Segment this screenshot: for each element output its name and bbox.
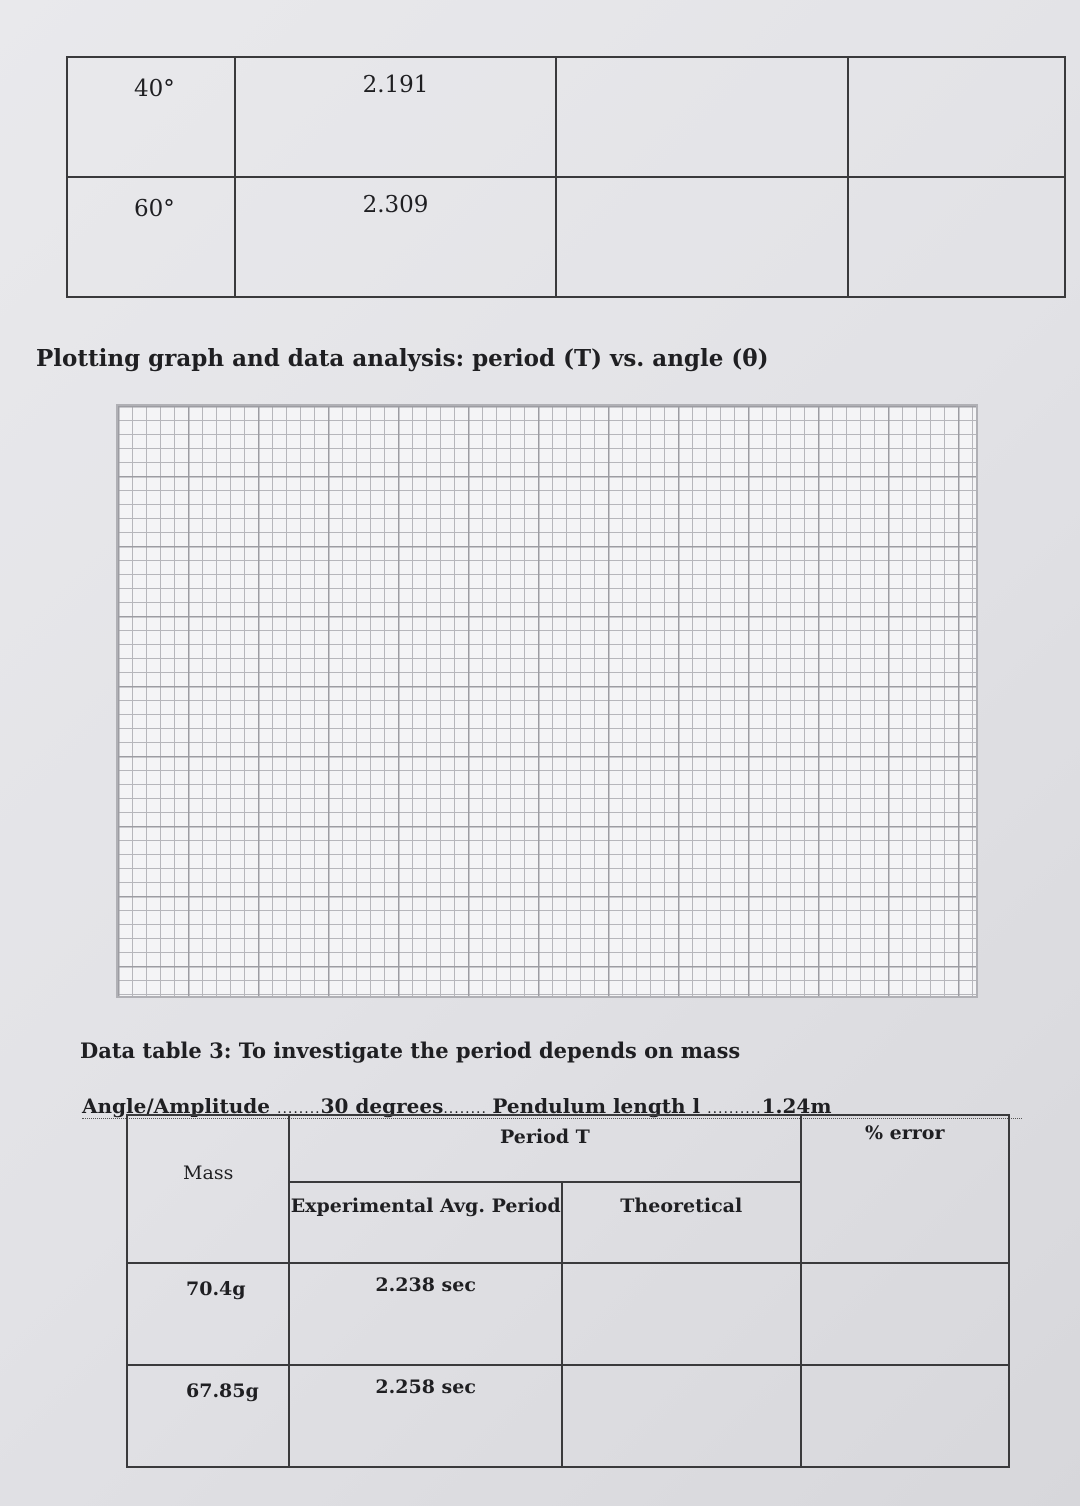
angle-cell: 60° (67, 177, 235, 297)
empty-cell (848, 57, 1066, 177)
mass-cell: 67.85g (127, 1365, 289, 1467)
table-header-row (127, 1115, 1009, 1182)
experimental-header: Experimental Avg. Period (289, 1182, 562, 1263)
graph-paper (116, 404, 978, 998)
percent-error-header: % error (801, 1115, 1010, 1263)
length-value: 1.24m (761, 1094, 832, 1118)
mass-cell: 70.4g (127, 1263, 289, 1365)
mass-period-table (126, 1114, 1010, 1468)
experimental-cell: 2.258 sec (289, 1365, 562, 1467)
theoretical-cell (562, 1263, 801, 1365)
dot-leader: .......... (707, 1101, 762, 1117)
dot-leader: ........ (443, 1101, 493, 1117)
empty-cell (556, 57, 847, 177)
table-row (67, 57, 1065, 177)
period-header: Period T (289, 1115, 800, 1182)
theoretical-header: Theoretical (562, 1182, 801, 1263)
theoretical-cell (562, 1365, 801, 1467)
length-label: Pendulum length l (492, 1094, 701, 1118)
empty-cell (848, 177, 1066, 297)
table-row (67, 177, 1065, 297)
graph-heading: Plotting graph and data analysis: period (T) vs. angle (θ) (36, 345, 769, 372)
table-row (127, 1365, 1009, 1467)
angle-value: 30 degrees (320, 1094, 444, 1118)
dot-leader: ........ (277, 1101, 321, 1117)
table-row (127, 1263, 1009, 1365)
empty-cell (556, 177, 847, 297)
period-cell: 2.309 (235, 177, 556, 297)
period-cell: 2.191 (235, 57, 556, 177)
angle-label: Angle/Amplitude (82, 1094, 271, 1118)
experimental-cell: 2.238 sec (289, 1263, 562, 1365)
period-angle-table (66, 56, 1066, 298)
data-table-3-title: Data table 3: To investigate the period depends on mass (80, 1038, 741, 1063)
percent-error-cell (801, 1365, 1010, 1467)
percent-error-cell (801, 1263, 1010, 1365)
angle-cell: 40° (67, 57, 235, 177)
mass-header: Mass (127, 1115, 289, 1263)
